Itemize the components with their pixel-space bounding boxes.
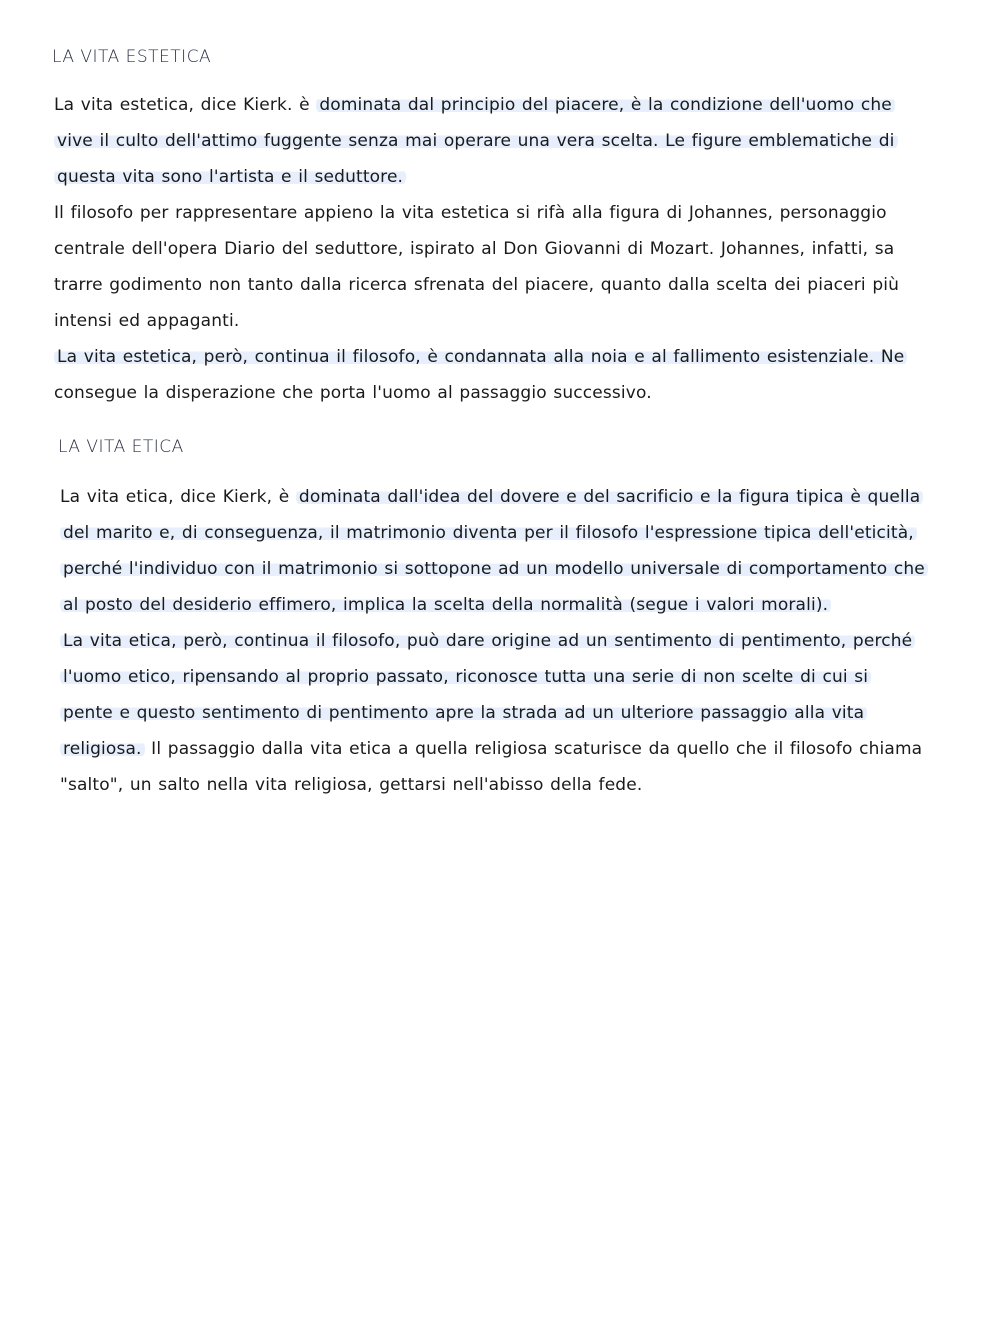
text-line: Il filosofo per rappresentare appieno la vita estetica si rifà alla figura di Johannes, personaggio: [54, 203, 887, 223]
highlighted-text: religiosa.: [60, 739, 145, 759]
highlighted-text: dominata dall'idea del dovere e del sacrificio e la figura tipica è quella: [296, 487, 923, 507]
highlighted-text: l'uomo etico, ripensando al proprio passato, riconosce tutta una serie di non scelte di cui si: [60, 667, 871, 687]
section-heading-vita-estetica: LA VITA ESTETICA: [32, 44, 248, 70]
text-line: religiosa. Il passaggio dalla vita etica a quella religiosa scaturisce da quello che il filosofo chiama: [60, 731, 958, 767]
text-line: La vita estetica, dice Kierk. è dominata dal principio del piacere, è la condizione dell'uomo che: [54, 87, 949, 123]
highlighted-text: dominata dal principio del piacere, è la condizione dell'uomo che: [316, 95, 895, 115]
text-line: intensi ed appaganti.: [54, 311, 240, 331]
text-line: [60, 587, 958, 623]
text-line: [54, 123, 949, 159]
text-line: [54, 339, 949, 375]
text-line: consegue la disperazione che porta l'uomo al passaggio successivo.: [54, 383, 652, 403]
text-line: [60, 551, 958, 587]
highlighted-text: questa vita sono l'artista e il seduttore.: [54, 167, 406, 187]
text-line: centrale dell'opera Diario del seduttore, ispirato al Don Giovanni di Mozart. Johannes, infatti, sa: [54, 239, 895, 259]
text-line: "salto", un salto nella vita religiosa, gettarsi nell'abisso della fede.: [60, 775, 643, 795]
section-body-vita-estetica: [54, 87, 949, 411]
highlighted-text: vive il culto dell'attimo fuggente senza mai operare una vera scelta. Le figure emblematiche di: [54, 131, 898, 151]
text-line: [60, 623, 958, 659]
section-body-vita-etica: [60, 479, 958, 803]
highlighted-text: La vita estetica, però, continua il filosofo, è condannata alla noia e al fallimento esistenziale. Ne: [54, 347, 907, 367]
highlighted-text: del marito e, di conseguenza, il matrimonio diventa per il filosofo l'espressione tipica dell'eticità,: [60, 523, 917, 543]
highlighted-text: al posto del desiderio effimero, implica la scelta della normalità (segue i valori morali).: [60, 595, 831, 615]
text-line: [54, 159, 949, 195]
text-line: [60, 659, 958, 695]
text-line: trarre godimento non tanto dalla ricerca sfrenata del piacere, quanto dalla scelta dei piaceri più: [54, 275, 900, 295]
highlighted-text: La vita etica, però, continua il filosofo, può dare origine ad un sentimento di pentimento, perché: [60, 631, 915, 651]
section-heading-vita-etica: LA VITA ETICA: [38, 434, 216, 460]
text-line: [60, 695, 958, 731]
highlighted-text: perché l'individuo con il matrimonio si sottopone ad un modello universale di comportamento che: [60, 559, 928, 579]
text-line: [60, 515, 958, 551]
text-line: La vita etica, dice Kierk, è dominata dall'idea del dovere e del sacrificio e la figura tipica è quella: [60, 479, 958, 515]
highlighted-text: pente e questo sentimento di pentimento apre la strada ad un ulteriore passaggio alla vita: [60, 703, 867, 723]
